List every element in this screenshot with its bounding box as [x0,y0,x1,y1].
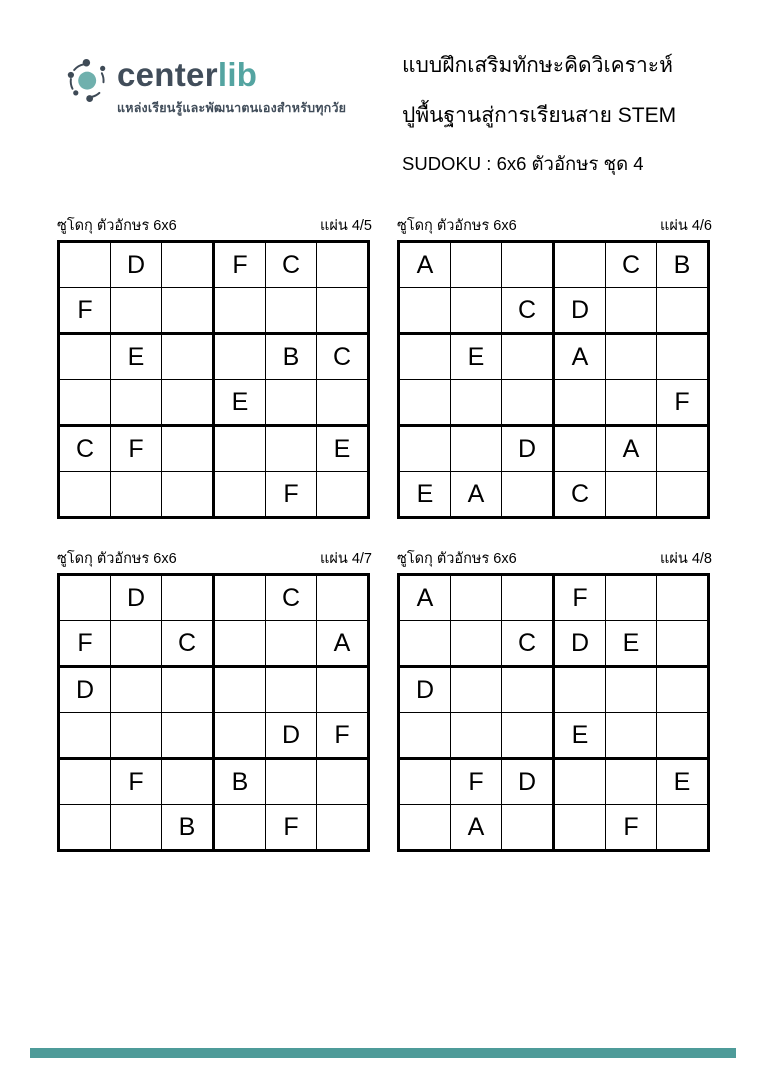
sudoku-cell-given: F [451,759,502,805]
sudoku-cell-empty [502,380,554,426]
logo-text-block [117,56,346,118]
sudoku-cell-empty [266,621,317,667]
sudoku-cell-empty [399,288,451,334]
puzzle-sheet-number: แผ่น 4/5 [320,218,372,234]
sudoku-cell-empty [111,288,162,334]
sudoku-cell-empty [399,380,451,426]
sudoku-row [59,805,369,851]
sudoku-cell-empty [266,759,317,805]
sudoku-row [399,621,709,667]
sudoku-cell-empty [606,288,657,334]
sudoku-cell-empty [451,621,502,667]
sudoku-cell-empty [162,759,214,805]
sudoku-cell-empty [502,472,554,518]
sudoku-cell-given: C [266,575,317,621]
sudoku-cell-empty [317,288,369,334]
sudoku-cell-empty [554,426,606,472]
sudoku-cell-empty [502,242,554,288]
sudoku-row [59,380,369,426]
sudoku-cell-given: E [554,713,606,759]
puzzle-sheet-number: แผ่น 4/7 [320,551,372,567]
sudoku-cell-empty [162,380,214,426]
sudoku-cell-empty [502,805,554,851]
sudoku-cell-empty [214,334,266,380]
sudoku-cell-empty [214,472,266,518]
sudoku-cell-given: D [399,667,451,713]
sudoku-cell-given: D [59,667,111,713]
sudoku-cell-empty [162,713,214,759]
sudoku-row [59,575,369,621]
sudoku-cell-given: E [399,472,451,518]
sudoku-cell-empty [657,575,709,621]
title-line-3: SUDOKU : 6x6 ตัวอักษร ชุด 4 [402,153,644,174]
sudoku-cell-empty [502,713,554,759]
sudoku-cell-given: E [606,621,657,667]
sudoku-cell-given: B [162,805,214,851]
sudoku-cell-given: D [111,575,162,621]
sudoku-row [399,242,709,288]
sudoku-cell-empty [317,759,369,805]
sudoku-row [399,667,709,713]
sudoku-cell-given: E [657,759,709,805]
sudoku-cell-given: C [554,472,606,518]
sudoku-cell-given: B [266,334,317,380]
sudoku-cell-empty [266,667,317,713]
sudoku-cell-empty [317,575,369,621]
sudoku-cell-empty [399,805,451,851]
sudoku-row [59,759,369,805]
sudoku-cell-empty [399,426,451,472]
sudoku-cell-empty [162,472,214,518]
puzzle-label: ซูโดกุ ตัวอักษร 6x6 [397,551,517,567]
sudoku-cell-empty [606,575,657,621]
sudoku-cell-empty [502,334,554,380]
sudoku-cell-empty [606,667,657,713]
sudoku-cell-empty [214,805,266,851]
sudoku-cell-given: D [502,426,554,472]
sudoku-cell-empty [317,380,369,426]
sudoku-row [399,472,709,518]
sudoku-cell-given: E [111,334,162,380]
sudoku-row [399,759,709,805]
sudoku-cell-given: F [214,242,266,288]
sudoku-cell-empty [606,472,657,518]
sudoku-cell-empty [111,472,162,518]
sudoku-cell-given: B [657,242,709,288]
sudoku-cell-empty [59,380,111,426]
sudoku-cell-empty [399,713,451,759]
sudoku-cell-empty [266,426,317,472]
sudoku-cell-given: C [317,334,369,380]
sudoku-cell-given: D [266,713,317,759]
sudoku-row [399,334,709,380]
sudoku-cell-empty [606,380,657,426]
sudoku-cell-empty [266,288,317,334]
logo-wordmark [117,56,346,94]
sudoku-cell-empty [451,713,502,759]
sudoku-cell-given: A [451,805,502,851]
sudoku-cell-given: A [554,334,606,380]
sudoku-cell-empty [554,759,606,805]
puzzle-label: ซูโดกุ ตัวอักษร 6x6 [57,551,177,567]
puzzle-header [397,218,712,235]
sudoku-cell-given: F [266,805,317,851]
sudoku-row [399,380,709,426]
sudoku-cell-given: A [606,426,657,472]
sudoku-cell-empty [554,805,606,851]
sudoku-cell-empty [214,575,266,621]
puzzle-header [57,218,372,235]
sudoku-cell-empty [502,667,554,713]
sudoku-cell-given: F [111,759,162,805]
sudoku-cell-empty [451,575,502,621]
sudoku-cell-given: F [657,380,709,426]
sudoku-cell-empty [111,713,162,759]
centerlib-network-dots-icon [66,56,110,102]
sudoku-grid [397,573,710,852]
sudoku-cell-empty [451,426,502,472]
sudoku-cell-empty [657,621,709,667]
sudoku-cell-empty [554,242,606,288]
sudoku-cell-empty [111,621,162,667]
sudoku-puzzle-1 [57,218,372,519]
sudoku-cell-empty [399,759,451,805]
sudoku-cell-empty [317,805,369,851]
sudoku-cell-given: F [554,575,606,621]
sudoku-cell-empty [59,575,111,621]
sudoku-cell-given: D [502,759,554,805]
sudoku-cell-empty [657,288,709,334]
sudoku-cell-empty [59,805,111,851]
logo-wordmark-lib: lib [217,56,258,93]
sudoku-row [399,713,709,759]
sudoku-cell-given: F [59,288,111,334]
sudoku-row [59,713,369,759]
centerlib-logo [66,56,346,118]
sudoku-cell-given: D [554,288,606,334]
logo-tagline: แหล่งเรียนรู้และพัฒนาตนเองสำหรับทุกวัย [117,100,347,115]
sudoku-cell-empty [657,667,709,713]
sudoku-cell-given: A [399,242,451,288]
sudoku-cell-empty [162,575,214,621]
sudoku-cell-empty [606,713,657,759]
sudoku-cell-empty [214,288,266,334]
sudoku-cell-given: D [554,621,606,667]
sudoku-cell-empty [59,759,111,805]
sudoku-cell-empty [317,472,369,518]
sudoku-grid [397,240,710,519]
puzzle-header [397,551,712,568]
sudoku-row [59,426,369,472]
puzzle-label: ซูโดกุ ตัวอักษร 6x6 [397,218,517,234]
sudoku-cell-empty [162,334,214,380]
puzzle-sheet-number: แผ่น 4/8 [660,551,712,567]
footer-accent-bar [30,1048,736,1058]
sudoku-cell-given: F [111,426,162,472]
sudoku-cell-empty [399,334,451,380]
sudoku-cell-empty [162,667,214,713]
sudoku-cell-empty [554,667,606,713]
sudoku-cell-empty [606,334,657,380]
sudoku-cell-empty [111,667,162,713]
sudoku-row [59,334,369,380]
sudoku-cell-given: E [451,334,502,380]
sudoku-row [59,472,369,518]
sudoku-cell-empty [554,380,606,426]
sudoku-row [59,621,369,667]
sudoku-row [399,288,709,334]
sudoku-cell-empty [162,426,214,472]
puzzle-header [57,551,372,568]
sudoku-cell-given: F [266,472,317,518]
sudoku-cell-given: A [399,575,451,621]
sudoku-cell-empty [451,288,502,334]
sudoku-cell-given: F [606,805,657,851]
puzzle-label: ซูโดกุ ตัวอักษร 6x6 [57,218,177,234]
sudoku-cell-given: C [266,242,317,288]
sudoku-cell-given: C [162,621,214,667]
sudoku-cell-empty [399,621,451,667]
sudoku-cell-empty [214,621,266,667]
sudoku-cell-given: F [317,713,369,759]
sudoku-cell-given: E [214,380,266,426]
sudoku-cell-empty [317,242,369,288]
logo-wordmark-center: center [117,56,218,93]
sudoku-cell-empty [162,242,214,288]
title-line-1: แบบฝึกเสริมทักษะคิดวิเคราะห์ [402,54,673,77]
puzzle-sheet-number: แผ่น 4/6 [660,218,712,234]
sudoku-grid [57,573,370,852]
sudoku-cell-empty [111,805,162,851]
sudoku-row [59,288,369,334]
sudoku-cell-given: C [502,288,554,334]
sudoku-cell-empty [111,380,162,426]
sudoku-cell-empty [59,334,111,380]
sudoku-cell-empty [214,713,266,759]
sudoku-cell-empty [451,380,502,426]
sudoku-cell-empty [502,575,554,621]
sudoku-cell-empty [214,667,266,713]
sudoku-row [59,242,369,288]
sudoku-cell-given: A [317,621,369,667]
sudoku-cell-empty [162,288,214,334]
sudoku-cell-empty [214,426,266,472]
sudoku-cell-given: D [111,242,162,288]
sudoku-cell-empty [657,334,709,380]
sudoku-cell-empty [59,242,111,288]
sudoku-cell-given: C [606,242,657,288]
sudoku-cell-empty [451,667,502,713]
sudoku-cell-given: A [451,472,502,518]
sudoku-cell-empty [657,472,709,518]
sudoku-cell-given: E [317,426,369,472]
sudoku-cell-empty [59,472,111,518]
sudoku-cell-given: B [214,759,266,805]
sudoku-cell-given: C [502,621,554,667]
sudoku-cell-empty [451,242,502,288]
sudoku-cell-empty [657,713,709,759]
sudoku-puzzle-2 [397,218,712,519]
sudoku-puzzle-3 [57,551,372,852]
sudoku-puzzle-4 [397,551,712,852]
sudoku-row [399,805,709,851]
sudoku-cell-given: C [59,426,111,472]
sudoku-cell-given: F [59,621,111,667]
sudoku-row [399,575,709,621]
sudoku-cell-empty [657,805,709,851]
title-line-2: ปูพื้นฐานสู่การเรียนสาย STEM [402,104,677,127]
sudoku-row [399,426,709,472]
worksheet-title-block [402,53,676,175]
sudoku-cell-empty [317,667,369,713]
sudoku-cell-empty [266,380,317,426]
sudoku-row [59,667,369,713]
sudoku-cell-empty [59,713,111,759]
sudoku-cell-empty [606,759,657,805]
sudoku-grid [57,240,370,519]
sudoku-cell-empty [657,426,709,472]
